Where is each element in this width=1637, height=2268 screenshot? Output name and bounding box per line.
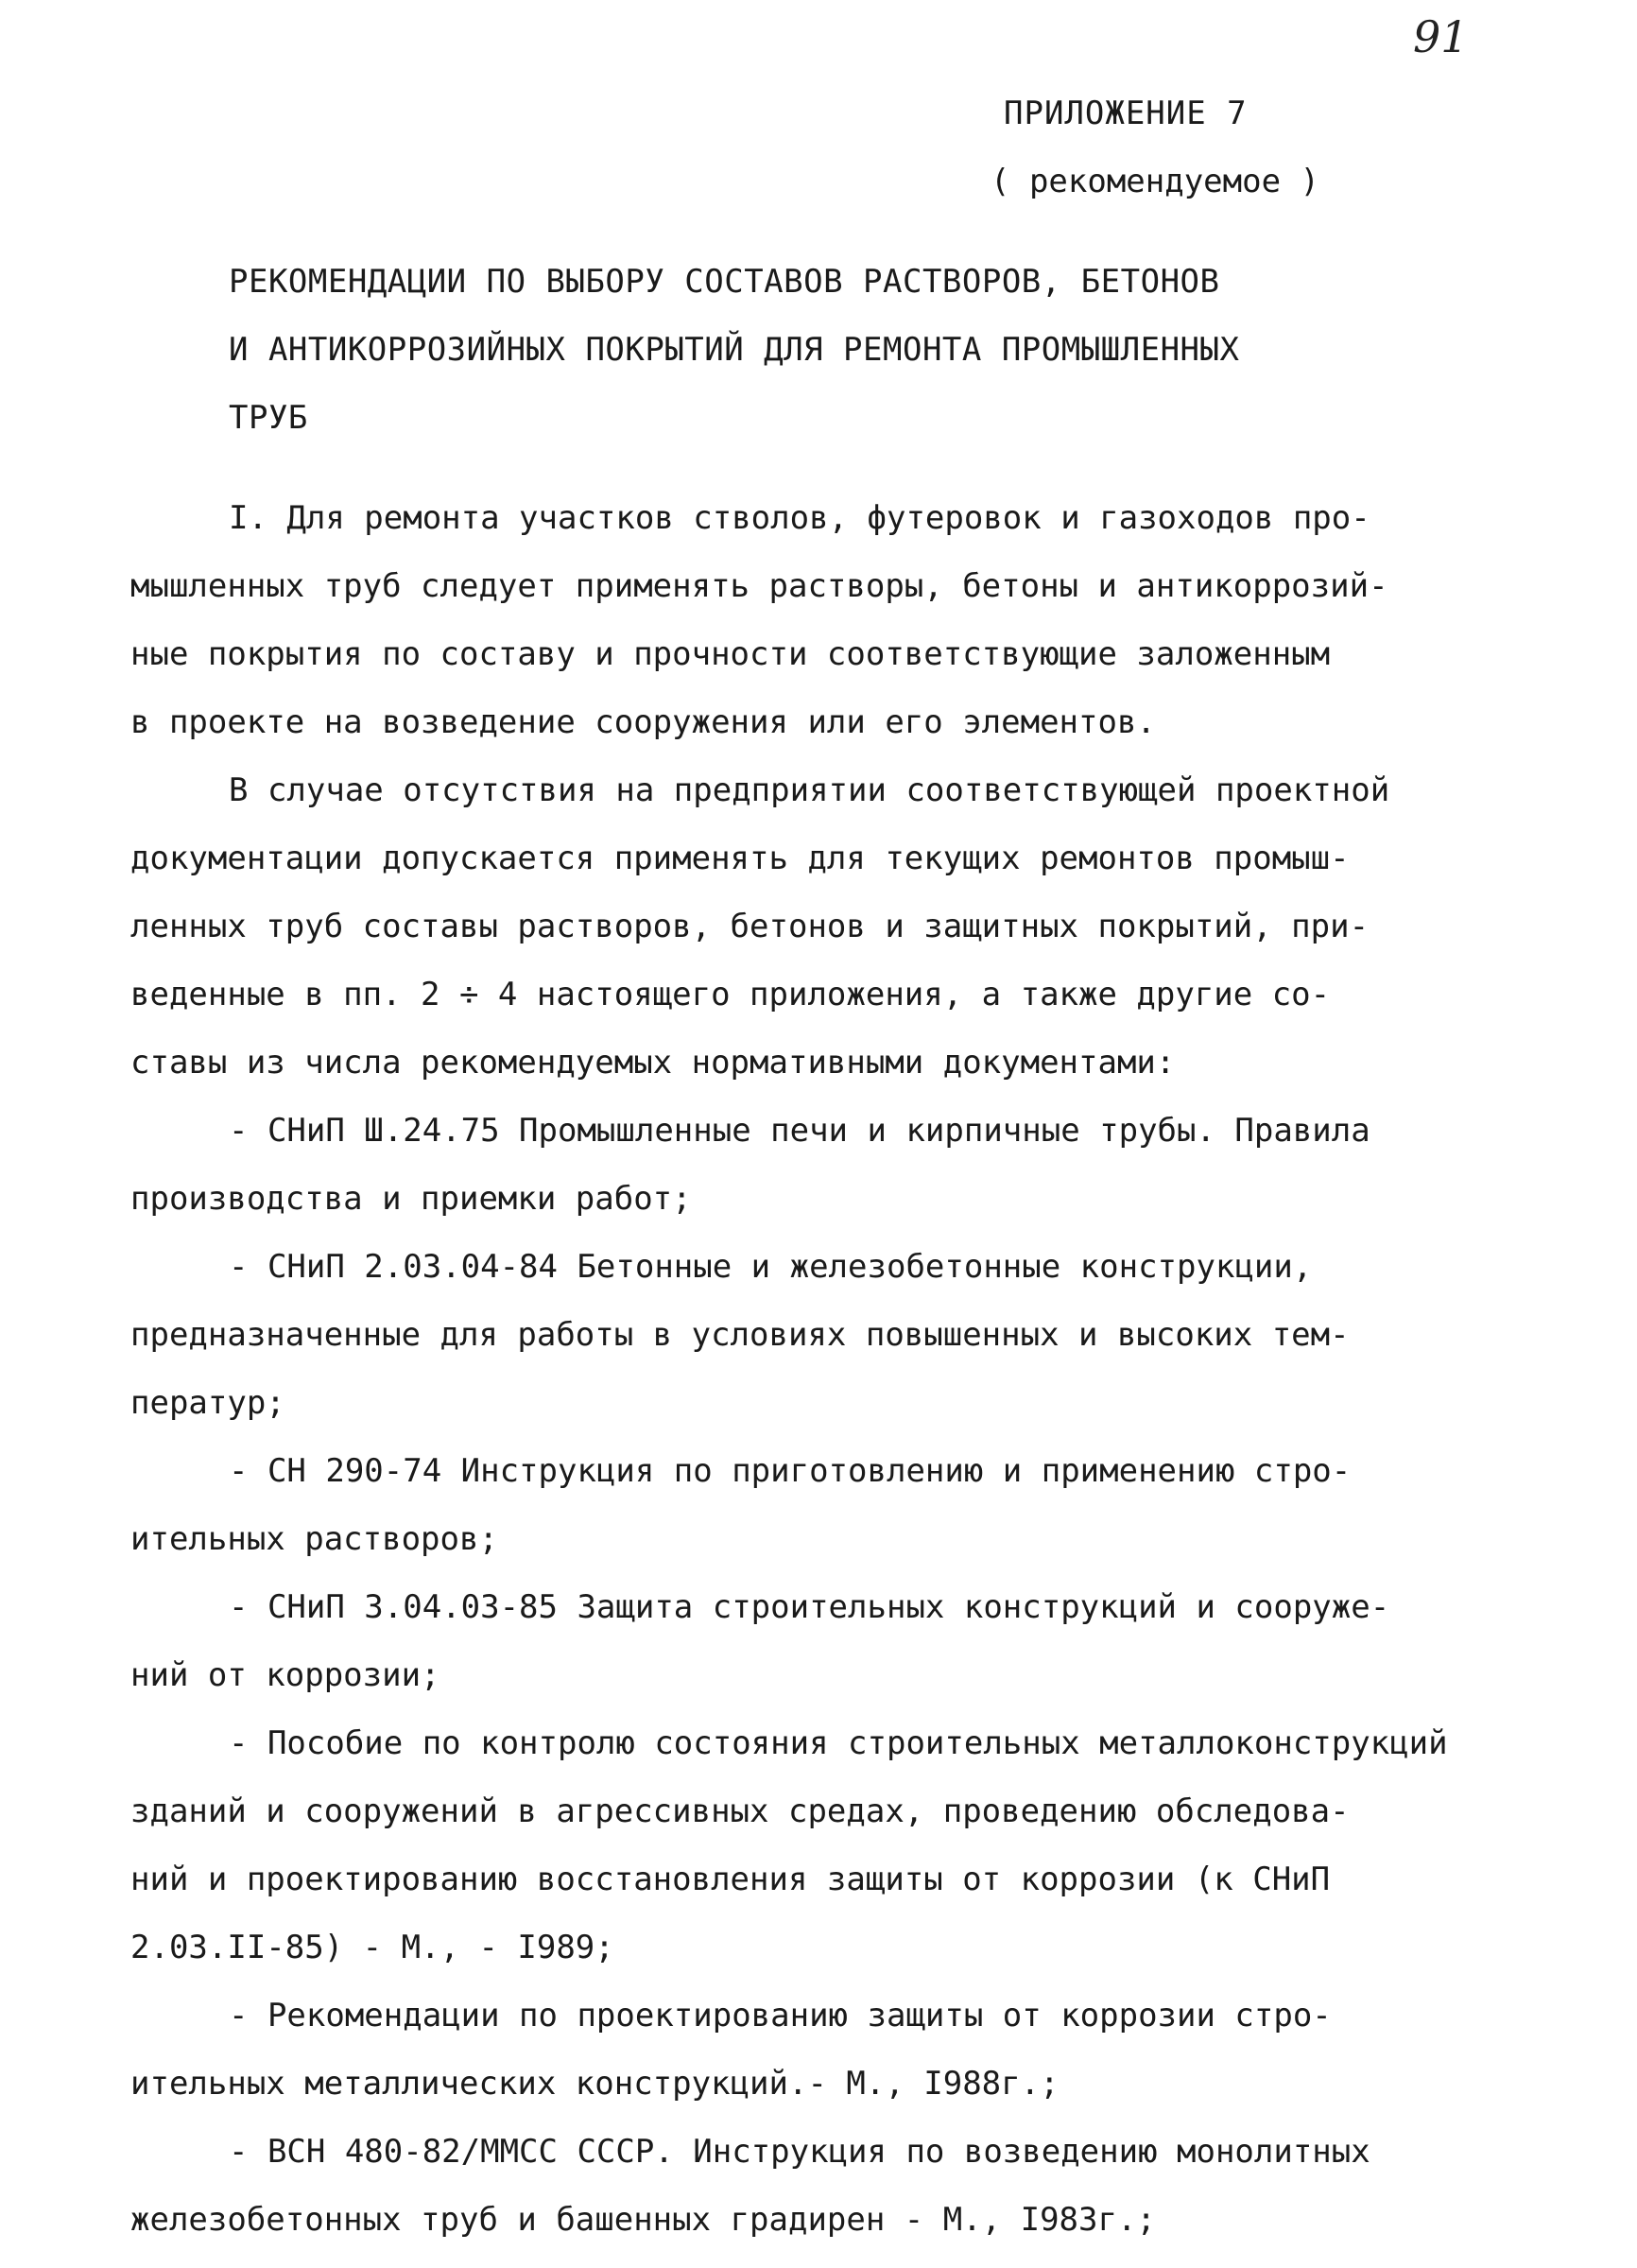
body-line: производства и приемки работ; bbox=[130, 1180, 692, 1218]
body-line: ные покрытия по составу и прочности соответствующие заложенным bbox=[130, 635, 1331, 673]
body-line: I. Для ремонта участков стволов, футеровок и газоходов про- bbox=[229, 499, 1370, 537]
body-line: документации допускается применять для текущих ремонтов промыш- bbox=[130, 840, 1350, 877]
document-body bbox=[130, 484, 1529, 2254]
body-line: веденные в пп. 2 ÷ 4 настоящего приложения, а также другие со- bbox=[130, 976, 1331, 1013]
heading-line: И АНТИКОРРОЗИЙНЫХ ПОКРЫТИЙ ДЛЯ РЕМОНТА ПРОМЫШЛЕННЫХ bbox=[229, 331, 1240, 369]
body-line: ний и проектированию восстановления защиты от коррозии (к СНиП bbox=[130, 1861, 1331, 1898]
body-line: ставы из числа рекомендуемых нормативными документами: bbox=[130, 1044, 1176, 1082]
body-line: - СНиП Ш.24.75 Промышленные печи и кирпичные трубы. Правила bbox=[229, 1112, 1370, 1150]
body-line: - ВСН 480-82/ММСС СССР. Инструкция по возведению монолитных bbox=[229, 2133, 1370, 2171]
body-line: - СНиП 2.03.04-84 Бетонные и железобетонные конструкции, bbox=[229, 1248, 1313, 1286]
body-line: ительных металлических конструкций.- М., I988г.; bbox=[130, 2065, 1060, 2103]
appendix-title: ПРИЛОЖЕНИЕ 7 bbox=[1004, 95, 1248, 132]
body-line: мышленных труб следует применять растворы, бетоны и антикоррозий- bbox=[130, 567, 1388, 605]
heading-line: ТРУБ bbox=[229, 399, 308, 437]
body-line: - Пособие по контролю состояния строительных металлоконструкций bbox=[229, 1724, 1448, 1762]
body-line: 2.03.II-85) - М., - I989; bbox=[130, 1929, 614, 1966]
body-line: В случае отсутствия на предприятии соответствующей проектной bbox=[229, 771, 1390, 809]
body-line: предназначенные для работы в условиях повышенных и высоких тем- bbox=[130, 1316, 1350, 1354]
body-line: ператур; bbox=[130, 1384, 285, 1422]
body-line: - СНиП 3.04.03-85 Защита строительных конструкций и сооруже- bbox=[229, 1588, 1390, 1626]
page-number: 91 bbox=[1413, 11, 1469, 62]
body-line: - СН 290-74 Инструкция по приготовлению и применению стро- bbox=[229, 1452, 1352, 1490]
body-line: - Рекомендации по проектированию защиты от коррозии стро- bbox=[229, 1997, 1332, 2034]
body-line: железобетонных труб и башенных градирен - М., I983г.; bbox=[130, 2201, 1156, 2239]
body-line: ительных растворов; bbox=[130, 1520, 498, 1558]
heading-line: РЕКОМЕНДАЦИИ ПО ВЫБОРУ СОСТАВОВ РАСТВОРОВ, БЕТОНОВ bbox=[229, 263, 1220, 301]
appendix-subtitle: ( рекомендуемое ) bbox=[991, 163, 1319, 200]
body-line: в проекте на возведение сооружения или его элементов. bbox=[130, 703, 1156, 741]
body-line: зданий и сооружений в агрессивных средах, проведению обследова- bbox=[130, 1792, 1350, 1830]
body-line: ленных труб составы растворов, бетонов и защитных покрытий, при- bbox=[130, 908, 1370, 945]
document-heading bbox=[229, 248, 1439, 452]
body-line: ний от коррозии; bbox=[130, 1656, 440, 1694]
